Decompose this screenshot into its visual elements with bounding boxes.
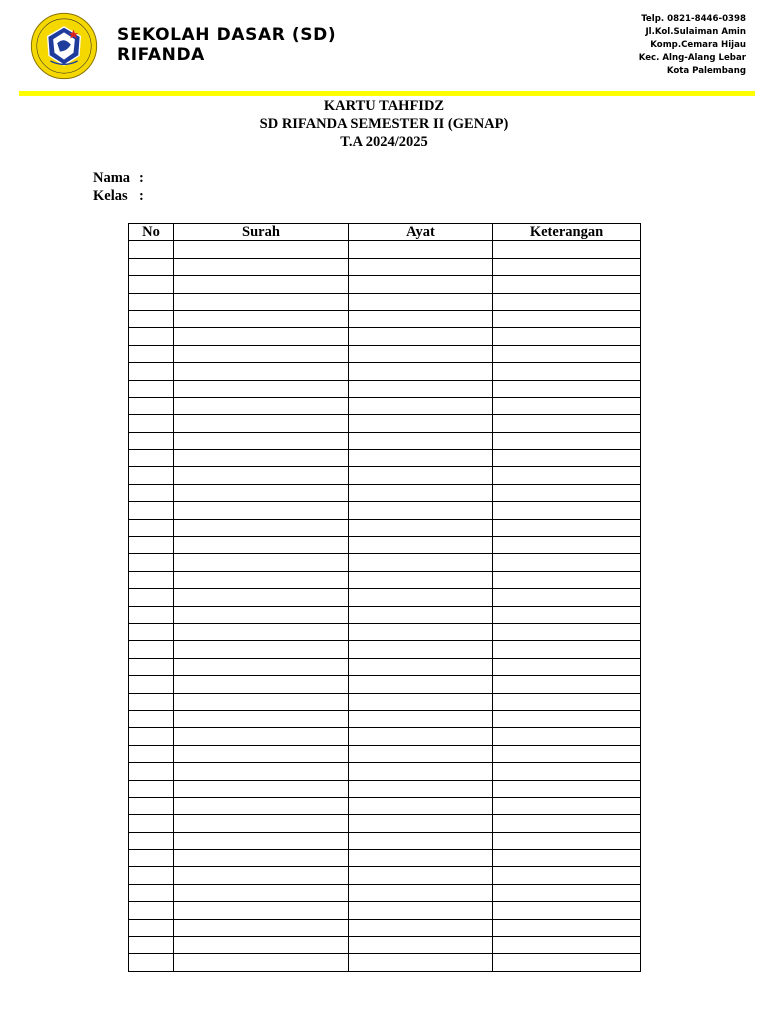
- cell-surah[interactable]: [174, 850, 349, 867]
- table-row: [129, 710, 641, 727]
- cell-surah[interactable]: [174, 832, 349, 849]
- cell-surah[interactable]: [174, 432, 349, 449]
- table-row: [129, 519, 641, 536]
- cell-surah[interactable]: [174, 397, 349, 414]
- cell-no[interactable]: [129, 954, 174, 971]
- school-logo: [30, 12, 98, 80]
- cell-ayat[interactable]: [349, 850, 493, 867]
- cell-no[interactable]: [129, 467, 174, 484]
- cell-ayat[interactable]: [349, 693, 493, 710]
- cell-keterangan[interactable]: [493, 467, 641, 484]
- tahfidz-table: [128, 223, 641, 972]
- cell-keterangan[interactable]: [493, 450, 641, 467]
- cell-surah[interactable]: [174, 293, 349, 310]
- cell-no[interactable]: [129, 450, 174, 467]
- table-row: [129, 484, 641, 501]
- student-info: [93, 169, 144, 205]
- cell-ayat[interactable]: [349, 710, 493, 727]
- contact-city: Kota Palembang: [666, 66, 746, 76]
- cell-ayat[interactable]: [349, 623, 493, 640]
- cell-surah[interactable]: [174, 258, 349, 275]
- cell-no[interactable]: [129, 397, 174, 414]
- cell-surah[interactable]: [174, 641, 349, 658]
- cell-ayat[interactable]: [349, 310, 493, 327]
- cell-keterangan[interactable]: [493, 832, 641, 849]
- cell-no[interactable]: [129, 258, 174, 275]
- name-row: [93, 169, 144, 187]
- cell-surah[interactable]: [174, 380, 349, 397]
- cell-no[interactable]: [129, 293, 174, 310]
- cell-keterangan[interactable]: [493, 328, 641, 345]
- cell-ayat[interactable]: [349, 571, 493, 588]
- cell-no[interactable]: [129, 328, 174, 345]
- cell-no[interactable]: [129, 432, 174, 449]
- cell-surah[interactable]: [174, 745, 349, 762]
- cell-ayat[interactable]: [349, 467, 493, 484]
- cell-keterangan[interactable]: [493, 519, 641, 536]
- cell-ayat[interactable]: [349, 537, 493, 554]
- cell-ayat[interactable]: [349, 397, 493, 414]
- name-label: Nama: [93, 170, 131, 186]
- cell-keterangan[interactable]: [493, 241, 641, 258]
- cell-ayat[interactable]: [349, 797, 493, 814]
- name-separator: :: [139, 170, 144, 186]
- cell-surah[interactable]: [174, 345, 349, 362]
- table-row: [129, 258, 641, 275]
- cell-keterangan[interactable]: [493, 884, 641, 901]
- cell-keterangan[interactable]: [493, 745, 641, 762]
- cell-surah[interactable]: [174, 484, 349, 501]
- table-row: [129, 728, 641, 745]
- cell-keterangan[interactable]: [493, 763, 641, 780]
- table-body: [129, 241, 641, 971]
- cell-surah[interactable]: [174, 589, 349, 606]
- table-header-row: [129, 224, 641, 241]
- cell-no[interactable]: [129, 745, 174, 762]
- cell-ayat[interactable]: [349, 554, 493, 571]
- header-divider: [19, 91, 755, 96]
- cell-ayat[interactable]: [349, 258, 493, 275]
- cell-surah[interactable]: [174, 728, 349, 745]
- table-row: [129, 693, 641, 710]
- table-row: [129, 850, 641, 867]
- table-row: [129, 554, 641, 571]
- table-row: [129, 832, 641, 849]
- cell-surah[interactable]: [174, 310, 349, 327]
- cell-no[interactable]: [129, 589, 174, 606]
- cell-no[interactable]: [129, 380, 174, 397]
- cell-ayat[interactable]: [349, 780, 493, 797]
- table-row: [129, 432, 641, 449]
- cell-ayat[interactable]: [349, 728, 493, 745]
- cell-no[interactable]: [129, 658, 174, 675]
- table-row: [129, 867, 641, 884]
- cell-surah[interactable]: [174, 467, 349, 484]
- cell-ayat[interactable]: [349, 815, 493, 832]
- contact-phone: Telp. 0821-8446-0398: [641, 14, 746, 24]
- cell-keterangan[interactable]: [493, 850, 641, 867]
- cell-keterangan[interactable]: [493, 363, 641, 380]
- school-name: [117, 25, 336, 65]
- cell-keterangan[interactable]: [493, 415, 641, 432]
- cell-surah[interactable]: [174, 937, 349, 954]
- cell-keterangan[interactable]: [493, 571, 641, 588]
- contact-complex: Komp.Cemara Hijau: [650, 40, 746, 50]
- cell-no[interactable]: [129, 519, 174, 536]
- cell-ayat[interactable]: [349, 937, 493, 954]
- cell-no[interactable]: [129, 693, 174, 710]
- table-row: [129, 954, 641, 971]
- cell-no[interactable]: [129, 763, 174, 780]
- cell-no[interactable]: [129, 797, 174, 814]
- cell-no[interactable]: [129, 276, 174, 293]
- cell-no[interactable]: [129, 884, 174, 901]
- cell-keterangan[interactable]: [493, 919, 641, 936]
- table-row: [129, 450, 641, 467]
- cell-ayat[interactable]: [349, 676, 493, 693]
- cell-keterangan[interactable]: [493, 537, 641, 554]
- table-row: [129, 589, 641, 606]
- cell-no[interactable]: [129, 241, 174, 258]
- cell-surah[interactable]: [174, 554, 349, 571]
- table-row: [129, 467, 641, 484]
- table-row: [129, 415, 641, 432]
- class-row: [93, 187, 144, 205]
- contact-info: [639, 13, 746, 78]
- table-row: [129, 380, 641, 397]
- cell-keterangan[interactable]: [493, 902, 641, 919]
- table-row: [129, 293, 641, 310]
- table-row: [129, 745, 641, 762]
- cell-surah[interactable]: [174, 797, 349, 814]
- cell-keterangan[interactable]: [493, 276, 641, 293]
- cell-surah[interactable]: [174, 276, 349, 293]
- cell-surah[interactable]: [174, 658, 349, 675]
- cell-no[interactable]: [129, 867, 174, 884]
- col-header-no: No: [129, 224, 174, 241]
- cell-no[interactable]: [129, 415, 174, 432]
- cell-ayat[interactable]: [349, 450, 493, 467]
- table-row: [129, 902, 641, 919]
- table-row: [129, 363, 641, 380]
- cell-no[interactable]: [129, 554, 174, 571]
- cell-keterangan[interactable]: [493, 589, 641, 606]
- contact-district: Kec. Alng-Alang Lebar: [638, 53, 746, 63]
- cell-no[interactable]: [129, 815, 174, 832]
- table-row: [129, 676, 641, 693]
- cell-ayat[interactable]: [349, 293, 493, 310]
- cell-no[interactable]: [129, 623, 174, 640]
- cell-keterangan[interactable]: [493, 484, 641, 501]
- table-row: [129, 641, 641, 658]
- cell-no[interactable]: [129, 363, 174, 380]
- cell-surah[interactable]: [174, 363, 349, 380]
- cell-keterangan[interactable]: [493, 310, 641, 327]
- cell-surah[interactable]: [174, 919, 349, 936]
- cell-ayat[interactable]: [349, 328, 493, 345]
- table-row: [129, 919, 641, 936]
- cell-keterangan[interactable]: [493, 867, 641, 884]
- cell-keterangan[interactable]: [493, 502, 641, 519]
- school-name-line2: RIFANDA: [117, 45, 205, 65]
- col-header-surah: Surah: [174, 224, 349, 241]
- school-name-line1: SEKOLAH DASAR (SD): [117, 25, 337, 45]
- cell-surah[interactable]: [174, 902, 349, 919]
- cell-surah[interactable]: [174, 415, 349, 432]
- cell-no[interactable]: [129, 345, 174, 362]
- cell-keterangan[interactable]: [493, 658, 641, 675]
- cell-ayat[interactable]: [349, 867, 493, 884]
- cell-no[interactable]: [129, 484, 174, 501]
- cell-keterangan[interactable]: [493, 345, 641, 362]
- cell-surah[interactable]: [174, 502, 349, 519]
- cell-no[interactable]: [129, 606, 174, 623]
- cell-keterangan[interactable]: [493, 937, 641, 954]
- title-line2: SD RIFANDA SEMESTER II (GENAP): [259, 116, 509, 132]
- cell-surah[interactable]: [174, 241, 349, 258]
- cell-surah[interactable]: [174, 537, 349, 554]
- cell-keterangan[interactable]: [493, 710, 641, 727]
- cell-ayat[interactable]: [349, 415, 493, 432]
- table-row: [129, 780, 641, 797]
- cell-ayat[interactable]: [349, 380, 493, 397]
- table-row: [129, 571, 641, 588]
- cell-keterangan[interactable]: [493, 258, 641, 275]
- cell-surah[interactable]: [174, 450, 349, 467]
- cell-ayat[interactable]: [349, 641, 493, 658]
- cell-keterangan[interactable]: [493, 380, 641, 397]
- table-row: [129, 815, 641, 832]
- cell-ayat[interactable]: [349, 919, 493, 936]
- cell-keterangan[interactable]: [493, 293, 641, 310]
- title-line1: KARTU TAHFIDZ: [323, 98, 445, 114]
- col-header-keterangan: Keterangan: [493, 224, 641, 241]
- table-row: [129, 502, 641, 519]
- table-row: [129, 537, 641, 554]
- cell-surah[interactable]: [174, 328, 349, 345]
- cell-surah[interactable]: [174, 954, 349, 971]
- cell-no[interactable]: [129, 676, 174, 693]
- cell-no[interactable]: [129, 537, 174, 554]
- cell-surah[interactable]: [174, 763, 349, 780]
- cell-keterangan[interactable]: [493, 728, 641, 745]
- class-label: Kelas: [93, 188, 128, 204]
- cell-surah[interactable]: [174, 606, 349, 623]
- cell-ayat[interactable]: [349, 502, 493, 519]
- cell-ayat[interactable]: [349, 832, 493, 849]
- title-line3: T.A 2024/2025: [340, 134, 428, 150]
- table-row: [129, 763, 641, 780]
- table-row: [129, 884, 641, 901]
- cell-no[interactable]: [129, 937, 174, 954]
- cell-surah[interactable]: [174, 815, 349, 832]
- cell-ayat[interactable]: [349, 745, 493, 762]
- table-row: [129, 345, 641, 362]
- cell-no[interactable]: [129, 728, 174, 745]
- document-title: [0, 97, 768, 151]
- cell-ayat[interactable]: [349, 589, 493, 606]
- cell-surah[interactable]: [174, 571, 349, 588]
- cell-surah[interactable]: [174, 867, 349, 884]
- cell-keterangan[interactable]: [493, 676, 641, 693]
- table-row: [129, 241, 641, 258]
- col-header-ayat: Ayat: [349, 224, 493, 241]
- cell-no[interactable]: [129, 832, 174, 849]
- table-row: [129, 606, 641, 623]
- table-row: [129, 658, 641, 675]
- cell-ayat[interactable]: [349, 363, 493, 380]
- cell-ayat[interactable]: [349, 763, 493, 780]
- cell-ayat[interactable]: [349, 345, 493, 362]
- cell-keterangan[interactable]: [493, 797, 641, 814]
- class-separator: :: [139, 188, 144, 204]
- cell-ayat[interactable]: [349, 484, 493, 501]
- cell-ayat[interactable]: [349, 902, 493, 919]
- cell-no[interactable]: [129, 780, 174, 797]
- cell-no[interactable]: [129, 571, 174, 588]
- cell-no[interactable]: [129, 502, 174, 519]
- cell-keterangan[interactable]: [493, 432, 641, 449]
- cell-no[interactable]: [129, 850, 174, 867]
- cell-keterangan[interactable]: [493, 623, 641, 640]
- cell-ayat[interactable]: [349, 606, 493, 623]
- table-row: [129, 797, 641, 814]
- cell-no[interactable]: [129, 919, 174, 936]
- table-row: [129, 397, 641, 414]
- cell-surah[interactable]: [174, 693, 349, 710]
- cell-no[interactable]: [129, 710, 174, 727]
- cell-ayat[interactable]: [349, 519, 493, 536]
- cell-keterangan[interactable]: [493, 954, 641, 971]
- cell-ayat[interactable]: [349, 954, 493, 971]
- table-row: [129, 310, 641, 327]
- cell-surah[interactable]: [174, 884, 349, 901]
- table-row: [129, 623, 641, 640]
- cell-ayat[interactable]: [349, 432, 493, 449]
- cell-surah[interactable]: [174, 519, 349, 536]
- cell-ayat[interactable]: [349, 658, 493, 675]
- cell-keterangan[interactable]: [493, 397, 641, 414]
- cell-keterangan[interactable]: [493, 693, 641, 710]
- table-row: [129, 937, 641, 954]
- cell-keterangan[interactable]: [493, 815, 641, 832]
- cell-no[interactable]: [129, 902, 174, 919]
- cell-ayat[interactable]: [349, 241, 493, 258]
- table-row: [129, 328, 641, 345]
- cell-keterangan[interactable]: [493, 641, 641, 658]
- cell-ayat[interactable]: [349, 884, 493, 901]
- table-row: [129, 276, 641, 293]
- cell-surah[interactable]: [174, 710, 349, 727]
- cell-keterangan[interactable]: [493, 554, 641, 571]
- cell-keterangan[interactable]: [493, 780, 641, 797]
- cell-surah[interactable]: [174, 780, 349, 797]
- contact-street: Jl.Kol.Sulaiman Amin: [645, 27, 746, 37]
- cell-no[interactable]: [129, 641, 174, 658]
- cell-no[interactable]: [129, 310, 174, 327]
- cell-ayat[interactable]: [349, 276, 493, 293]
- cell-surah[interactable]: [174, 676, 349, 693]
- cell-surah[interactable]: [174, 623, 349, 640]
- cell-keterangan[interactable]: [493, 606, 641, 623]
